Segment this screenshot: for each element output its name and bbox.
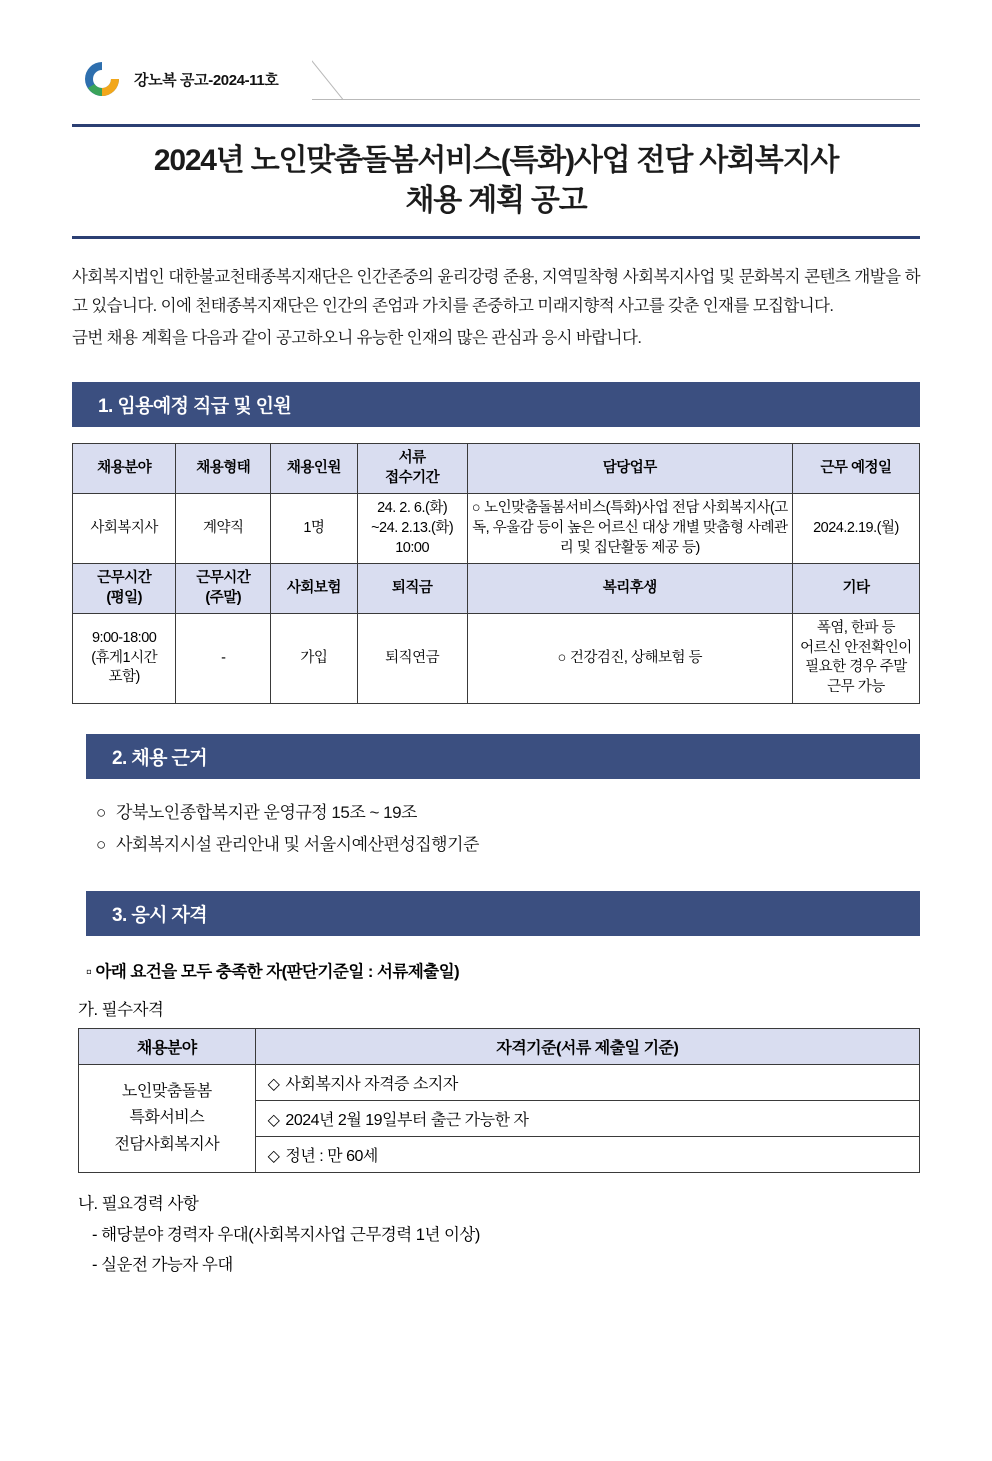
document-header <box>0 58 992 110</box>
cell-qual-item-text: 2024년 2월 19일부터 출근 가능한 자 <box>285 1112 529 1130</box>
list-item-label: 실운전 가능자 우대 <box>101 1256 233 1275</box>
subheading-experience: 나. 필요경력 사항 <box>78 1195 199 1214</box>
table-row <box>79 1065 920 1101</box>
intro-paragraph-2: 금번 채용 계획을 다음과 같이 공고하오니 유능한 인재의 많은 관심과 응시 바랍니다. <box>72 328 642 347</box>
cell-hours-weekend: - <box>176 614 271 703</box>
cell-startdate: 2024.2.19.(월) <box>792 494 919 564</box>
cell-severance: 퇴직연금 <box>357 614 467 703</box>
col-header-hours-weekend <box>176 564 271 614</box>
col-header-period-line2: 접수기간 <box>385 469 440 486</box>
cell-period <box>357 494 467 564</box>
basis-list <box>96 797 920 862</box>
list-item <box>78 1250 920 1281</box>
header-tag-label: 강노복 공고-2024-11호 <box>134 71 279 89</box>
list-item <box>96 829 920 861</box>
cell-qual-category-line3: 전담사회복지사 <box>114 1135 220 1153</box>
col-header-period-line1: 서류 <box>398 450 426 467</box>
table-row <box>73 564 920 614</box>
col-header-startdate: 근무 예정일 <box>792 444 919 494</box>
col-header-hours-weekend-line1: 근무시간 <box>196 570 251 587</box>
cell-qual-item-text: 정년 : 만 60세 <box>285 1148 378 1166</box>
cell-duty-text: 노인맞춤돌봄서비스(특화)사업 전담 사회복지사(고독, 우울감 등이 높은 어르신 대상 개별 맞춤형 사례관리 및 집단활동 제공 등) <box>472 500 788 556</box>
header-tag <box>72 58 312 100</box>
cell-qual-item <box>255 1065 919 1101</box>
diamond-bullet-icon: ◇ <box>267 1076 280 1094</box>
page-title <box>72 124 920 239</box>
col-header-count: 채용인원 <box>271 444 357 494</box>
col-header-etc: 기타 <box>792 564 919 614</box>
col-header-duty: 담당업무 <box>467 444 792 494</box>
list-item-label: 강북노인종합복지관 운영규정 15조 ~ 19조 <box>116 802 417 822</box>
cell-qual-item <box>255 1137 919 1173</box>
experience-section <box>78 1189 920 1281</box>
col-header-hours-weekday-line1: 근무시간 <box>97 570 152 587</box>
bullet-icon: ○ <box>96 802 106 822</box>
cell-period-line2: ~24. 2.13.(화) <box>371 520 454 536</box>
cell-hours-weekday-line1: 9:00-18:00 <box>91 630 157 647</box>
col-header-benefits: 복리후생 <box>467 564 792 614</box>
cell-insurance: 가입 <box>271 614 357 703</box>
col-header-hours-weekday-line2: (평일) <box>106 589 142 606</box>
cell-qual-category-line1: 노인맞춤돌봄 <box>121 1083 212 1100</box>
cell-etc-line1: 폭염, 한파 등 <box>816 620 896 637</box>
cell-hours-weekday-line3: 포함) <box>108 669 140 686</box>
page-title-line2: 채용 계획 공고 <box>405 183 587 217</box>
section-heading-1: 1. 임용예정 직급 및 인원 <box>72 382 920 427</box>
diamond-bullet-icon: ◇ <box>267 1148 280 1166</box>
page-title-line1: 2024년 노인맞춤돌봄서비스(특화)사업 전담 사회복지사 <box>153 144 839 177</box>
col-header-field: 채용분야 <box>73 444 176 494</box>
cell-qual-category-line2: 특화서비스 <box>129 1109 205 1127</box>
circular-swirl-logo-icon <box>82 59 122 99</box>
document-page <box>0 58 992 1461</box>
col-header-type: 채용형태 <box>176 444 271 494</box>
table-row <box>73 614 920 703</box>
bullet-icon: ○ <box>96 834 106 854</box>
section-heading-2: 2. 채용 근거 <box>86 734 920 779</box>
table-row <box>79 1029 920 1065</box>
table-row <box>73 494 920 564</box>
cell-benefits <box>467 614 792 703</box>
cell-hours-weekday <box>73 614 176 703</box>
list-item-label: 해당분야 경력자 우대(사회복지사업 근무경력 1년 이상) <box>101 1225 480 1244</box>
cell-qual-item-text: 사회복지사 자격증 소지자 <box>285 1076 458 1094</box>
cell-etc-line4: 근무 가능 <box>827 678 885 695</box>
recruitment-table <box>72 443 920 703</box>
subheading-required-qualification: 가. 필수자격 <box>78 1001 164 1020</box>
col-header-period <box>357 444 467 494</box>
cell-etc-line3: 필요한 경우 주말 <box>805 659 907 676</box>
qualification-requirement-heading <box>86 958 920 982</box>
bullet-icon: ○ <box>557 649 566 666</box>
col-header-insurance: 사회보험 <box>271 564 357 614</box>
cell-etc <box>792 614 919 703</box>
section-heading-3: 3. 응시 자격 <box>86 891 920 936</box>
qualification-table <box>78 1028 920 1173</box>
col-header-severance: 퇴직금 <box>357 564 467 614</box>
qualification-requirement-text: 아래 요건을 모두 충족한 자(판단기준일 : 서류제출일) <box>95 963 460 982</box>
cell-benefits-text: 건강검진, 상해보험 등 <box>569 649 703 666</box>
col-header-qual-field: 채용분야 <box>79 1029 256 1065</box>
cell-hours-weekday-line2: (휴게1시간 <box>91 649 158 666</box>
col-header-qual-standard: 자격기준(서류 제출일 기준) <box>255 1029 919 1065</box>
dash-bullet-icon: - <box>92 1256 97 1275</box>
list-item <box>78 1220 920 1251</box>
list-item-label: 사회복지시설 관리안내 및 서울시예산편성집행기준 <box>116 834 479 854</box>
square-bullet-icon: ▫ <box>86 963 92 982</box>
intro-paragraph-1: 사회복지법인 대한불교천태종복지재단은 인간존중의 윤리강령 준용, 지역밀착형 사회복지사업 및 문화복지 콘텐츠 개발을 하고 있습니다. 이에 천태종복지재단은 인간의 존엄과 가치를 존중하고 미래지향적 사고를 갖춘 인재를 모집합니다. <box>72 268 920 315</box>
bullet-icon: ○ <box>471 500 481 517</box>
col-header-hours-weekday <box>73 564 176 614</box>
intro-paragraphs <box>72 263 920 352</box>
diamond-bullet-icon: ◇ <box>267 1112 280 1130</box>
dash-bullet-icon: - <box>92 1225 97 1244</box>
table-row <box>73 444 920 494</box>
cell-type: 계약직 <box>176 494 271 564</box>
cell-qual-item <box>255 1101 919 1137</box>
header-divider <box>330 99 920 100</box>
col-header-hours-weekend-line2: (주말) <box>205 589 242 606</box>
cell-period-line1: 24. 2. 6.(화) <box>377 500 448 517</box>
cell-duty <box>467 494 792 564</box>
cell-period-line3: 10:00 <box>395 539 430 556</box>
cell-count: 1명 <box>271 494 357 564</box>
cell-qual-category <box>79 1065 256 1173</box>
cell-field: 사회복지사 <box>73 494 176 564</box>
cell-etc-line2: 어르신 안전확인이 <box>800 639 912 656</box>
list-item <box>96 797 920 829</box>
